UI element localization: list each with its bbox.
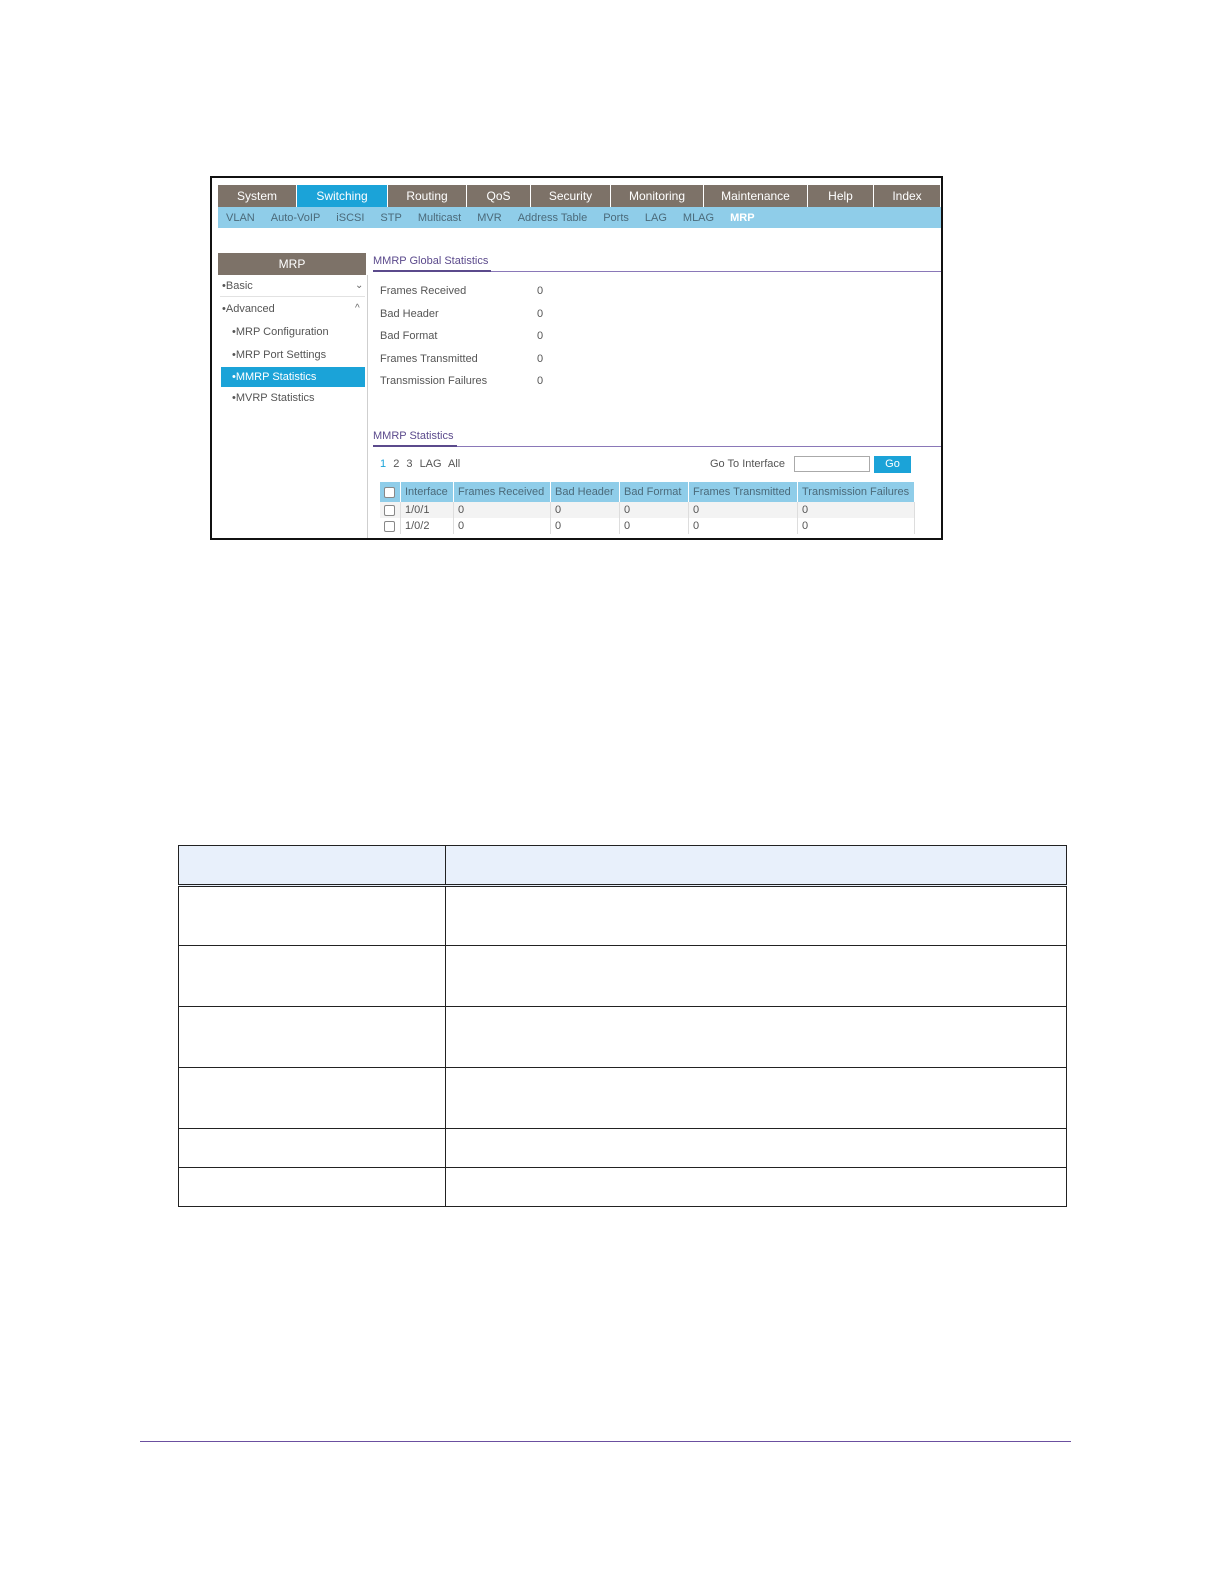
section-underline — [373, 445, 457, 447]
page-all-link[interactable]: All — [448, 458, 461, 470]
page-2-link[interactable]: 2 — [393, 458, 400, 470]
pagination — [380, 458, 464, 470]
subnav-vlan[interactable]: VLAN — [226, 211, 255, 224]
goto-interface-label: Go To Interface — [710, 458, 786, 470]
table-cell: 0 — [620, 502, 689, 518]
row-checkbox[interactable] — [384, 521, 395, 532]
table-cell: 0 — [454, 502, 551, 518]
table-cell: 0 — [689, 518, 798, 534]
table-cell — [179, 1007, 446, 1068]
transmission-failures-label: Transmission Failures — [380, 375, 488, 387]
bullet-icon: • — [232, 392, 236, 404]
menu-mrp-configuration-label: MRP Configuration — [235, 326, 329, 338]
section-underline — [373, 270, 491, 272]
screenshot-frame — [210, 176, 943, 540]
table-row — [179, 1129, 1067, 1168]
nav-qos[interactable]: QoS — [467, 185, 531, 207]
bad-format-label: Bad Format — [380, 330, 438, 342]
menu-basic-label: Basic — [225, 280, 253, 292]
table-header-cell — [179, 846, 446, 886]
table-cell — [179, 1068, 446, 1129]
section-divider — [373, 446, 941, 447]
nav-routing[interactable]: Routing — [388, 185, 467, 207]
go-button[interactable]: Go — [874, 456, 911, 473]
bad-header-label: Bad Header — [380, 308, 439, 320]
mmrp-stats-title: MMRP Statistics — [373, 430, 454, 442]
table-cell — [446, 1168, 1067, 1207]
table-cell: 0 — [551, 518, 620, 534]
frames-received-value: 0 — [537, 285, 544, 297]
column-header[interactable]: Bad Header — [551, 482, 620, 502]
description-table — [178, 845, 1067, 1207]
chevron-up-icon: ^ — [355, 303, 360, 314]
nav-maintenance[interactable]: Maintenance — [704, 185, 808, 207]
table-cell — [179, 886, 446, 946]
table-cell: 0 — [798, 502, 915, 518]
table-row — [179, 946, 1067, 1007]
table-row — [380, 502, 915, 518]
mmrp-statistics-table — [380, 482, 915, 534]
table-header-row — [179, 846, 1067, 886]
menu-mrp-configuration[interactable] — [232, 326, 329, 338]
bullet-icon: • — [232, 349, 236, 361]
row-checkbox[interactable] — [384, 505, 395, 516]
column-header[interactable]: Frames Received — [454, 482, 551, 502]
menu-separator — [220, 296, 365, 297]
global-stats-title: MMRP Global Statistics — [373, 255, 489, 267]
subnav-ports[interactable]: Ports — [603, 211, 629, 224]
left-menu-divider — [367, 275, 368, 538]
table-cell: 0 — [454, 518, 551, 534]
table-cell — [179, 1168, 446, 1207]
nav-index[interactable]: Index — [874, 185, 941, 207]
table-row — [179, 1007, 1067, 1068]
bullet-icon: • — [232, 371, 236, 383]
frames-transmitted-value: 0 — [537, 353, 544, 365]
table-row — [179, 1068, 1067, 1129]
table-cell: 0 — [689, 502, 798, 518]
menu-mvrp-statistics[interactable] — [232, 392, 315, 404]
table-cell — [446, 946, 1067, 1007]
menu-mmrp-statistics[interactable] — [221, 367, 365, 387]
table-cell — [179, 1129, 446, 1168]
column-header[interactable]: Interface — [401, 482, 454, 502]
bullet-icon: • — [222, 303, 226, 315]
left-menu-title: MRP — [218, 253, 366, 275]
table-cell — [179, 946, 446, 1007]
table-cell — [446, 886, 1067, 946]
subnav-auto-voip[interactable]: Auto-VoIP — [270, 211, 321, 224]
table-cell — [446, 1007, 1067, 1068]
table-cell: 0 — [798, 518, 915, 534]
page-3-link[interactable]: 3 — [406, 458, 413, 470]
bullet-icon: • — [222, 280, 226, 292]
nav-switching[interactable]: Switching — [297, 185, 388, 207]
table-cell: 0 — [551, 502, 620, 518]
bullet-icon: • — [232, 326, 236, 338]
nav-monitoring[interactable]: Monitoring — [611, 185, 704, 207]
bad-format-value: 0 — [537, 330, 544, 342]
column-header[interactable]: Frames Transmitted — [689, 482, 798, 502]
table-row — [179, 886, 1067, 946]
subnav-mlag[interactable]: MLAG — [682, 211, 715, 224]
subnav-mvr[interactable]: MVR — [477, 211, 502, 224]
goto-interface-input[interactable] — [794, 456, 870, 472]
table-header-row — [380, 482, 915, 502]
sub-navigation — [218, 207, 941, 228]
subnav-stp[interactable]: STP — [380, 211, 402, 224]
table-cell — [446, 1068, 1067, 1129]
table-cell: 1/0/1 — [401, 502, 454, 518]
table-cell — [446, 1129, 1067, 1168]
menu-basic[interactable] — [222, 280, 364, 292]
transmission-failures-value: 0 — [537, 375, 544, 387]
menu-mrp-port-settings-label: MRP Port Settings — [235, 349, 327, 361]
row-select-cell — [380, 502, 401, 518]
nav-system[interactable]: System — [218, 185, 297, 207]
select-all-header — [380, 482, 401, 502]
table-cell: 1/0/2 — [401, 518, 454, 534]
row-select-cell — [380, 518, 401, 534]
top-navigation — [218, 185, 941, 207]
page-1-link[interactable]: 1 — [380, 458, 387, 470]
menu-advanced[interactable] — [222, 303, 360, 315]
subnav-iscsi[interactable]: iSCSI — [336, 211, 365, 224]
menu-mrp-port-settings[interactable] — [232, 349, 326, 361]
nav-security[interactable]: Security — [531, 185, 611, 207]
page-lag-link[interactable]: LAG — [419, 458, 442, 470]
select-all-checkbox[interactable] — [384, 487, 395, 498]
footer-rule — [140, 1441, 1071, 1442]
column-header[interactable]: Bad Format — [620, 482, 689, 502]
subnav-lag[interactable]: LAG — [644, 211, 667, 224]
frames-received-label: Frames Received — [380, 285, 467, 297]
frames-transmitted-label: Frames Transmitted — [380, 353, 478, 365]
chevron-down-icon: ⌄ — [355, 280, 364, 291]
menu-mmrp-statistics-label: MMRP Statistics — [235, 371, 317, 383]
subnav-mrp[interactable]: MRP — [730, 211, 755, 224]
menu-advanced-label: Advanced — [225, 303, 275, 315]
menu-mvrp-statistics-label: MVRP Statistics — [235, 392, 315, 404]
table-header-cell — [446, 846, 1067, 886]
subnav-address-table[interactable]: Address Table — [517, 211, 588, 224]
table-cell: 0 — [620, 518, 689, 534]
nav-help[interactable]: Help — [808, 185, 874, 207]
bad-header-value: 0 — [537, 308, 544, 320]
column-header[interactable]: Transmission Failures — [798, 482, 915, 502]
table-row — [179, 1168, 1067, 1207]
table-row — [380, 518, 915, 534]
subnav-multicast[interactable]: Multicast — [417, 211, 462, 224]
